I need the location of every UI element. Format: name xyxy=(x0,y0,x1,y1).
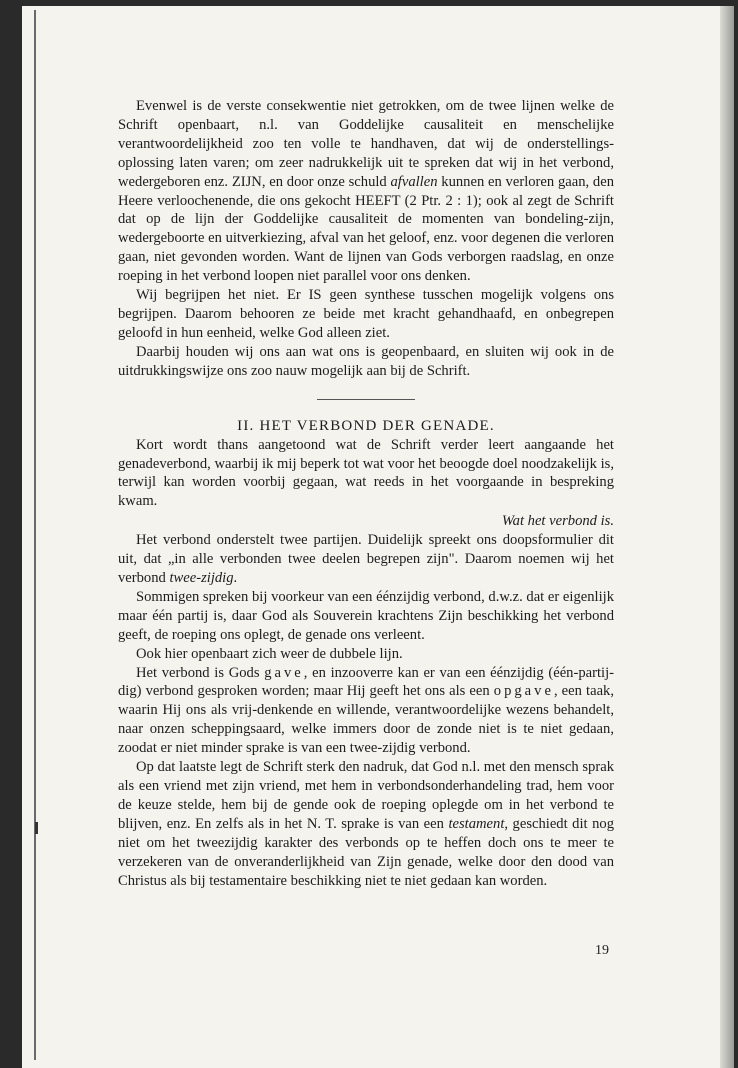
paragraph-6: Sommigen spreken bij voorkeur van een éénzijdig verbond, d.w.z. dat er eigenlijk maar één partij is, daar God als Souverein krachtens Zijn beschikking het verbond geeft, de roeping ons oplegt, de genade ons verleent. xyxy=(118,588,614,643)
paragraph-1-part-a: Evenwel is de verste consekwentie niet getrokken, om de twee lijnen welke de Schrift openbaart, n.l. van Goddelijke causaliteit en menschelijke verantwoordelijkheid zoo ten volle te handhaven, dat wij de onderstellings-oplossing laten varen; om zeer nadrukkelijk uit te spreken dat wij in het verbond, wedergeboren enz. ZIJN, en door onze schuld xyxy=(118,98,614,190)
section-heading: II. HET VERBOND DER GENADE. xyxy=(237,417,495,434)
section-divider xyxy=(317,399,415,400)
paragraph-8-spaced-word-2: opgave xyxy=(493,683,554,700)
subheading: Wat het verbond is. xyxy=(501,513,614,530)
paragraph-5-part-a: Het verbond onderstelt twee partijen. Duidelijk spreekt ons doopsformulier dit uit, dat „in alle verbonden twee deelen begrepen zijn". Daarom noemen wij het verbond xyxy=(118,532,614,587)
body-text xyxy=(118,97,614,890)
paragraph-5 xyxy=(118,531,614,588)
paragraph-1-part-b: kunnen en verloren gaan, den Heere verloochenende, die ons gekocht HEEFT (2 Ptr. 2 : 1); ook al zegt de Schrift dat op de lijn der Goddelijke causaliteit de momenten van bondeling-zijn, wedergeboorte en uitverkiezing, afval van het geloof, enz. voor degenen die verloren gaan, niet gevonden worden. Want de lijnen van Gods verborgen raadslag, en onze roeping in het verbond loopen niet parallel voor ons denken. xyxy=(118,173,614,285)
paragraph-4: Kort wordt thans aangetoond wat de Schrift verder leert aangaande het genadeverbond, waarbij ik mij beperk tot wat voor het beoogde doel noodzakelijk is, terwijl kan worden voorbij gegaan, wat reeds in het voorgaande in bespreking kwam. xyxy=(118,436,614,510)
page-number: 19 xyxy=(595,943,609,958)
paragraph-5-emphasis: twee-zijdig xyxy=(169,570,234,587)
paragraph-8 xyxy=(118,664,614,759)
paragraph-8-spaced-word-1: gave xyxy=(264,664,304,681)
paragraph-3: Daarbij houden wij ons aan wat ons is geopenbaard, en sluiten wij ook in de uitdrukkingswijze ons zoo nauw mogelijk aan bij de Schrift. xyxy=(118,343,614,379)
page-edge-shadow xyxy=(720,6,734,1068)
paragraph-9-emphasis: testament xyxy=(448,815,505,832)
paragraph-9-part-a: Op dat laatste legt de Schrift sterk den nadruk, dat God n.l. met den mensch sprak als een vriend met zijn vriend, met hem in verbondsonderhandeling trad, hem voor de keuze stelde, hem bij de gende ook de roeping oplegde om in het verbond te blijven, enz. En zelfs als in het N. T. sprake is van een xyxy=(118,759,614,832)
paragraph-7: Ook hier openbaart zich weer de dubbele lijn. xyxy=(136,645,403,662)
margin-mark xyxy=(35,822,38,834)
paragraph-8-part-a: Het verbond is Gods xyxy=(136,664,265,681)
paragraph-2: Wij begrijpen het niet. Er IS geen synthese tusschen mogelijk volgens ons begrijpen. Daarom behooren ze beide met kracht gehandhaafd, en onbegrepen geloofd in hun eenheid, welke God alleen ziet. xyxy=(118,287,614,341)
paragraph-8-part-b: , en inzooverre kan er van een éénzijdig (één-partij-dig) verbond gesproken worden; maar Hij geeft het ons als een xyxy=(118,664,614,700)
paragraph-9-part-b: , geschiedt dit nog niet om het tweezijdig karakter des verbonds op te heffen doch ons te meer te verzekeren van de onveranderlijkheid van Zijn genade, welke door den dood van Christus als bij testamentaire beschikking niet te niet gedaan kan worden. xyxy=(118,815,614,889)
paragraph-1-emphasis: afvallen xyxy=(390,173,438,190)
paragraph-8-part-c: , een taak, waarin Hij ons als vrij-denkende en willende, verantwoordelijke wezens behandelt, naar onzen scheppingsaard, welke immers door de zonde niet is te niet gedaan, zoodat er niet minder sprake is van een twee-zijdig verbond. xyxy=(118,683,614,757)
paragraph-1 xyxy=(118,97,614,286)
page-left-border-line xyxy=(34,10,36,1060)
paragraph-9 xyxy=(118,758,614,890)
paragraph-5-part-b: . xyxy=(233,570,238,587)
